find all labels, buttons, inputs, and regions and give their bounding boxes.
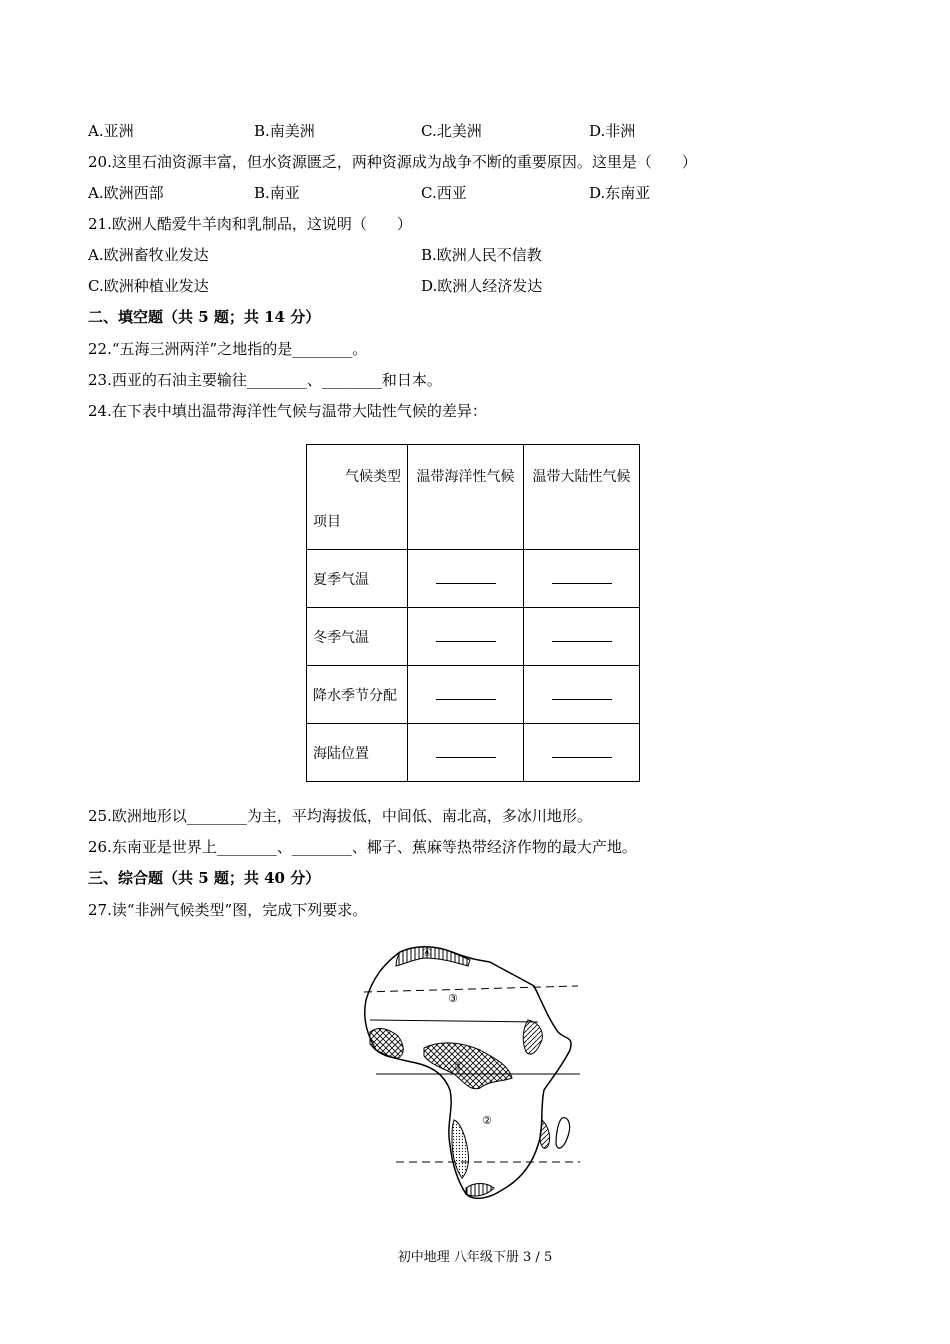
madagascar: [556, 1118, 570, 1148]
q20-option-b: B.南亚: [254, 184, 300, 202]
corner-label-item: 项目: [313, 514, 341, 530]
q22-text: 22.“五海三洲两洋”之地指的是________。: [88, 340, 368, 358]
map-label-2: ②: [482, 1114, 492, 1127]
row-header-precipitation: 降水季节分配: [307, 666, 408, 724]
row-header-winter-temp: 冬季气温: [307, 608, 408, 666]
section-3-heading: 三、综合题（共 5 题；共 40 分）: [88, 869, 321, 887]
answer-blank[interactable]: [408, 666, 524, 724]
q19-option-d: D.非洲: [589, 122, 636, 140]
row-header-land-sea-position: 海陆位置: [307, 724, 408, 782]
section-2-heading: 二、填空题（共 5 题；共 14 分）: [88, 308, 321, 326]
q20-option-c: C.西亚: [421, 184, 467, 202]
q21-text: 21.欧洲人酷爱牛羊肉和乳制品，这说明（ ）: [88, 215, 412, 233]
east-coast-zone: [540, 1120, 550, 1148]
q20-text: 20.这里石油资源丰富，但水资源匮乏，两种资源成为战争不断的重要原因。这里是（ ）: [88, 153, 697, 171]
q25-text: 25.欧洲地形以________为主，平均海拔低，中间低、南北高，多冰川地形。: [88, 807, 592, 825]
answer-blank[interactable]: [524, 550, 640, 608]
row-header-summer-temp: 夏季气温: [307, 550, 408, 608]
q20-option-d: D.东南亚: [589, 184, 651, 202]
column-header-oceanic-label: 温带海洋性气候: [416, 469, 515, 485]
corner-diagonal: [307, 445, 407, 549]
column-header-oceanic: [408, 445, 524, 550]
q21-option-b: B.欧洲人民不信教: [421, 246, 542, 264]
column-header-continental: [524, 445, 640, 550]
q21-option-a: A.欧洲畜牧业发达: [88, 246, 209, 264]
q19-option-b: B.南美洲: [254, 122, 315, 140]
q19-option-a: A.亚洲: [88, 122, 134, 140]
page-footer: 初中地理 八年级下册 3 / 5: [397, 1250, 553, 1265]
map-label-3: ③: [448, 992, 458, 1005]
q20-option-a: A.欧洲西部: [88, 184, 164, 202]
map-label-4: ④: [422, 946, 432, 959]
q24-text: 24.在下表中填出温带海洋性气候与温带大陆性气候的差异：: [88, 402, 487, 420]
q27-text: 27.读“非洲气候类型”图，完成下列要求。: [88, 901, 368, 919]
answer-blank[interactable]: [524, 608, 640, 666]
corner-label-climate-type: 气候类型: [345, 469, 401, 485]
column-header-continental-label: 温带大陆性气候: [532, 469, 631, 485]
table-corner-cell: [307, 445, 408, 550]
answer-blank[interactable]: [408, 724, 524, 782]
climate-comparison-table: [306, 444, 640, 782]
africa-climate-map: [362, 940, 582, 1205]
q21-option-c: C.欧洲种植业发达: [88, 277, 209, 295]
q26-text: 26.东南亚是世界上________、________、椰子、蕉麻等热带经济作物的最大产地。: [88, 838, 637, 856]
q19-option-c: C.北美洲: [421, 122, 482, 140]
answer-blank[interactable]: [524, 724, 640, 782]
answer-blank[interactable]: [524, 666, 640, 724]
q21-option-d: D.欧洲人经济发达: [421, 277, 543, 295]
answer-blank[interactable]: [408, 550, 524, 608]
q23-text: 23.西亚的石油主要输往________、________和日本。: [88, 371, 442, 389]
map-label-1: ①: [454, 1060, 464, 1073]
answer-blank[interactable]: [408, 608, 524, 666]
